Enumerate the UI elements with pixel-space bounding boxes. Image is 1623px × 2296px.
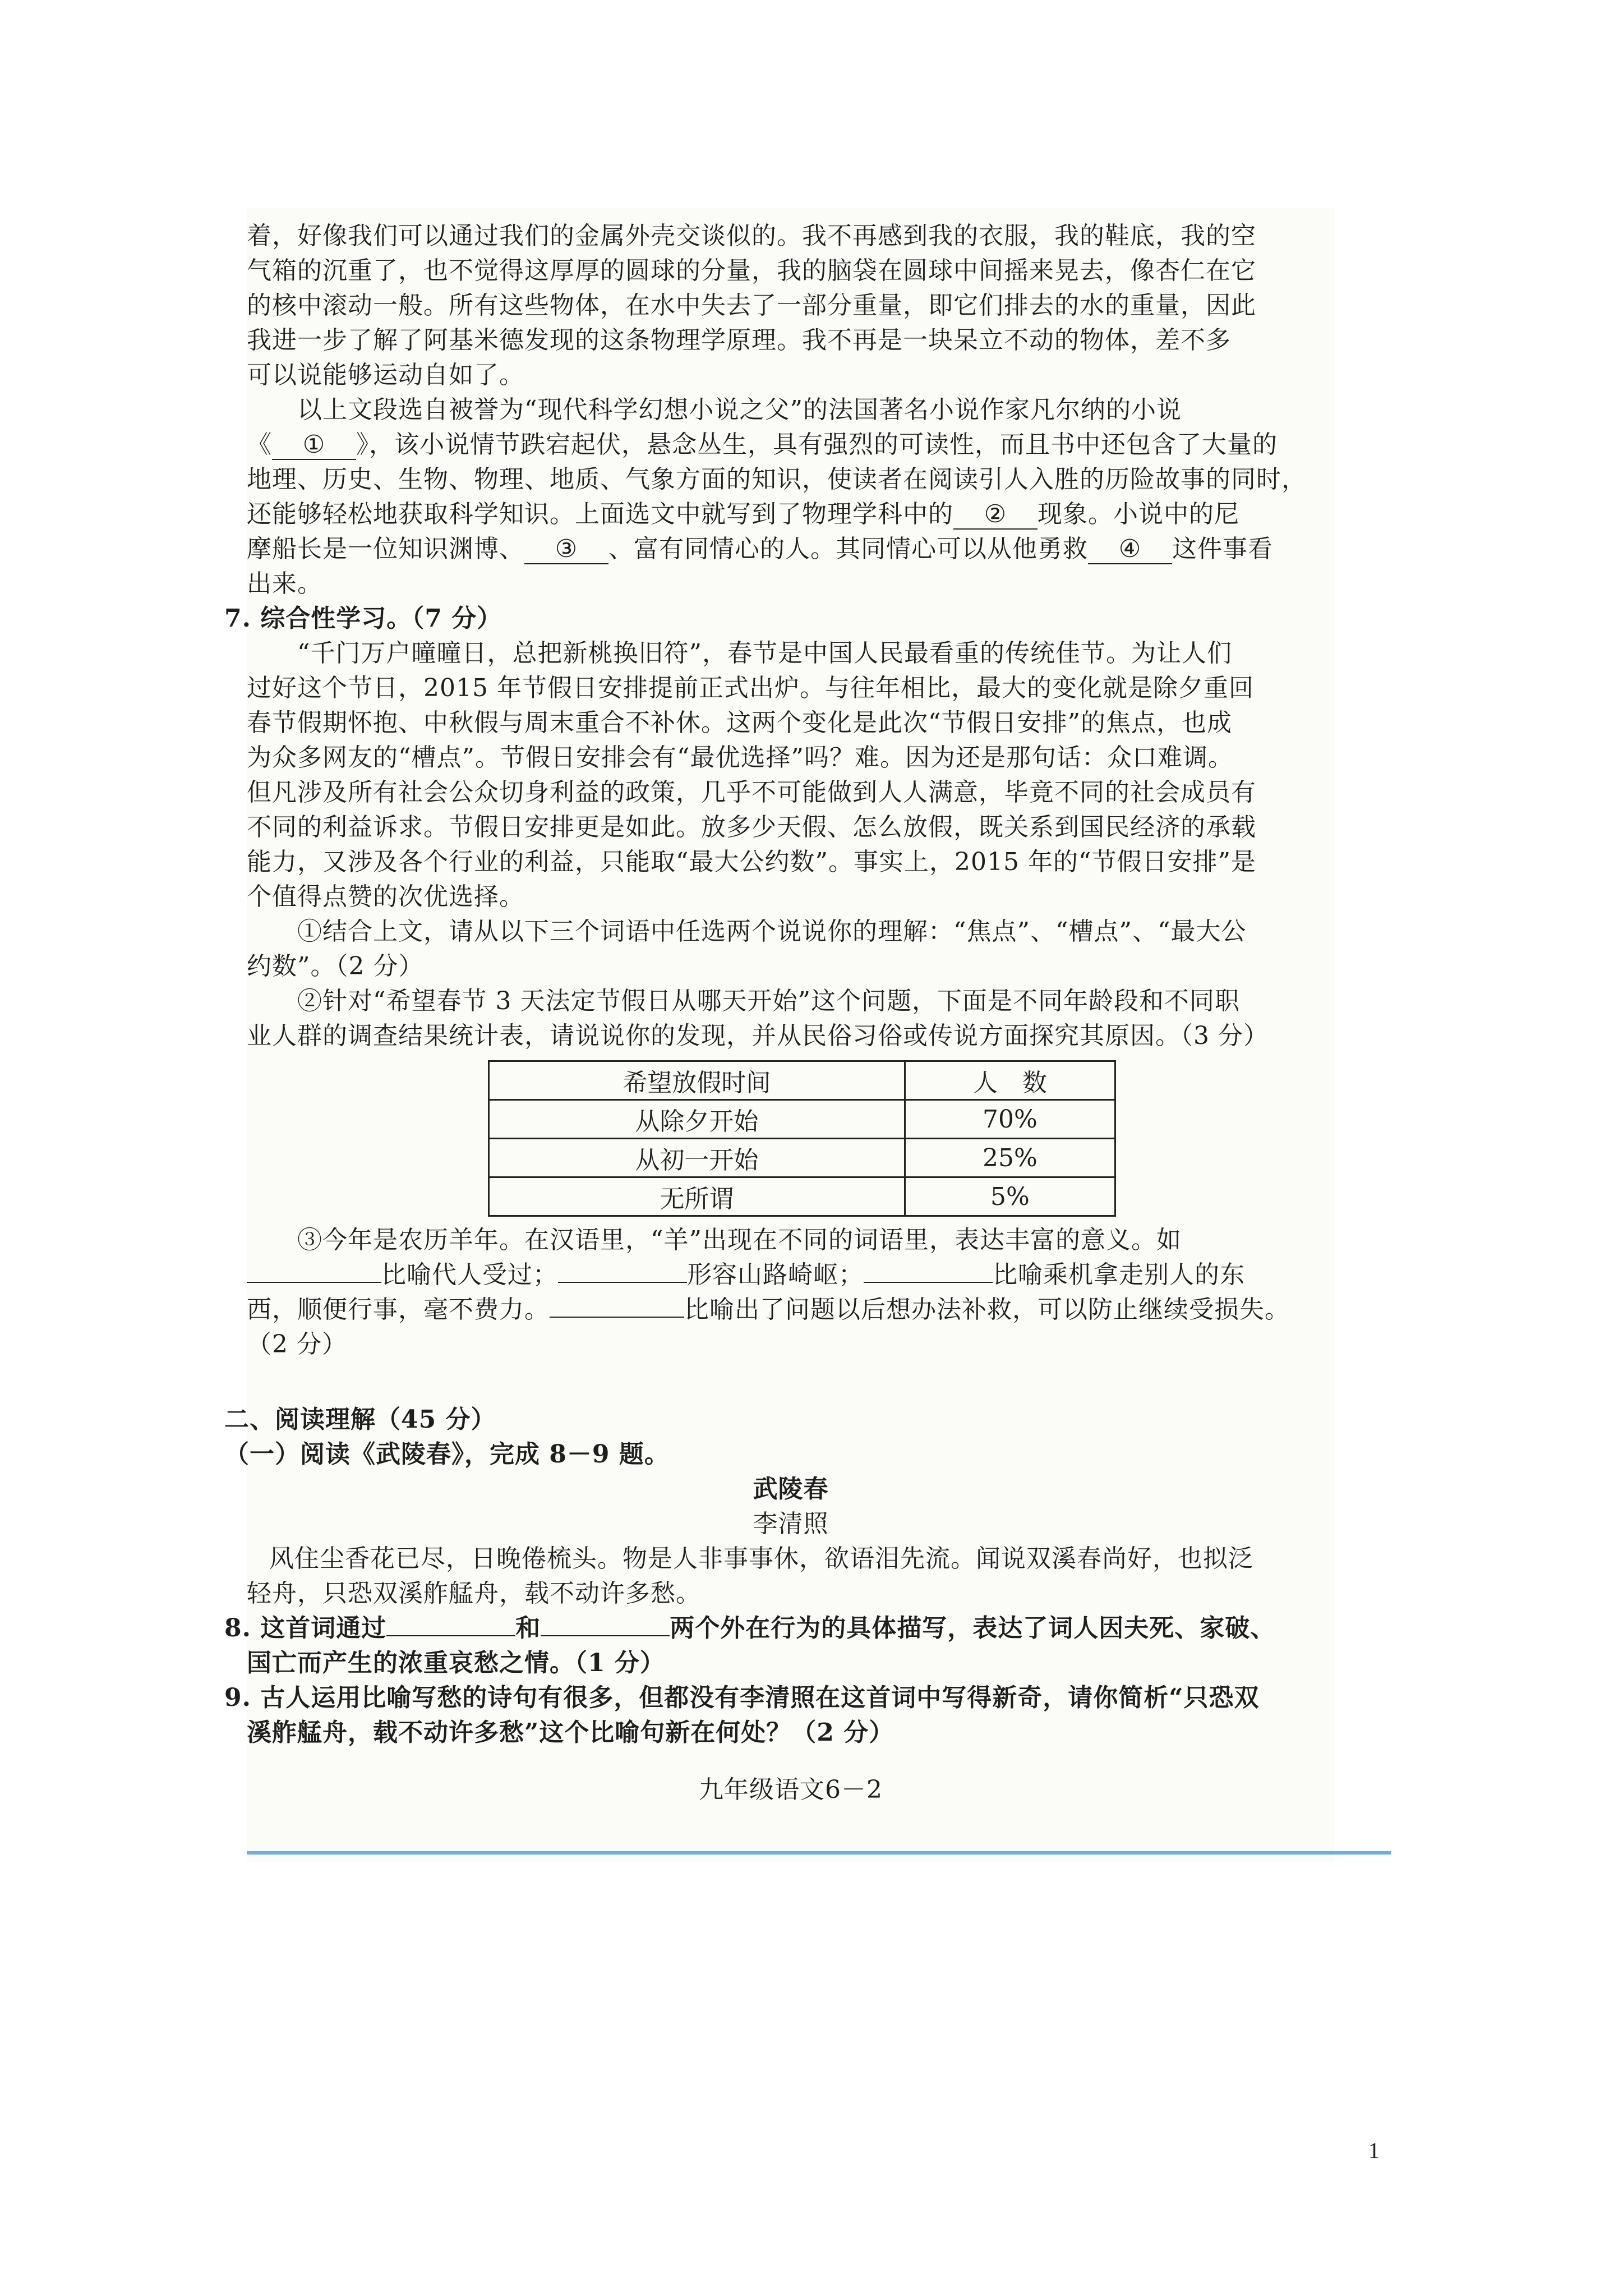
q7-sub3	[247, 1292, 1290, 1327]
q6-text: 《	[247, 430, 272, 459]
passage-line: 的核中滚动一般。所有这些物体，在水中失去了一部分重量，即它们排去的水的重量，因此	[247, 291, 1256, 320]
q6-text: 、富有同情心的人。其同情心可以从他勇救	[608, 535, 1088, 563]
q7-sub3: （2 分）	[247, 1330, 347, 1359]
answer-blank	[247, 1282, 381, 1283]
table-cell: 从初一开始	[489, 1139, 905, 1177]
passage-line: 气箱的沉重了，也不觉得这厚厚的圆球的分量，我的脑袋在圆球中间摇来晃去，像杏仁在它	[247, 256, 1256, 285]
poem-author: 李清照	[753, 1510, 829, 1538]
q7-sub1: ①结合上文，请从以下三个词语中任选两个说说你的理解：“焦点”、“槽点”、“最大公	[297, 917, 1247, 946]
passage-line: 可以说能够运动自如了。	[247, 361, 524, 389]
q7-para-line: 个值得点赞的次优选择。	[247, 882, 524, 911]
q7-para-line: 但凡涉及所有社会公众切身利益的政策，几乎不可能做到人人满意，毕竟不同的社会成员有	[247, 778, 1256, 807]
q7-para-line: 能力，又涉及各个行业的利益，只能取“最大公约数”。事实上，2015 年的“节假日安排”是	[247, 848, 1256, 876]
table-row	[489, 1100, 1115, 1139]
blank-4: ④	[1088, 535, 1172, 564]
q7-para-line: 不同的利益诉求。节假日安排更是如此。放多少天假、怎么放假，既关系到国民经济的承载	[247, 813, 1256, 841]
q7-para-line: 为众多网友的“槽点”。节假日安排会有“最优选择”吗？难。因为还是那句话：众口难调。	[247, 743, 1233, 772]
q7-sub3-text: 比喻代人受过；	[381, 1260, 558, 1289]
q7-sub3	[247, 1258, 1245, 1292]
q6-text: 》，该小说情节跌宕起伏，悬念丛生，具有强烈的可读性，而且书中还包含了大量的	[356, 430, 1278, 459]
table-cell: 无所谓	[489, 1177, 905, 1216]
q7-para-line: “千门万户曈曈日，总把新桃换旧符”，春节是中国人民最看重的传统佳节。为让人们	[297, 639, 1232, 668]
q6-text: 摩船长是一位知识渊博、	[247, 535, 524, 563]
q8-text: 和	[515, 1614, 541, 1642]
q8: 国亡而产生的浓重哀愁之情。（1 分）	[247, 1649, 665, 1677]
q6-line	[247, 532, 1273, 567]
q7-sub3-text: 西，顺便行事，毫不费力。	[247, 1295, 550, 1324]
table-header-row	[489, 1061, 1115, 1100]
answer-blank	[541, 1635, 670, 1636]
page-number: 1	[1368, 2138, 1380, 2163]
q7-sub2: 业人群的调查结果统计表，请说说你的发现，并从民俗习俗或传说方面探究其原因。（3 分）	[247, 1022, 1269, 1050]
q7-sub3-text: 形容山路崎岖；	[687, 1260, 864, 1289]
q6-line	[247, 427, 1278, 462]
poem-line: 风住尘香花已尽，日晚倦梳头。物是人非事事休，欲语泪先流。闻说双溪春尚好，也拟泛	[269, 1544, 1253, 1573]
answer-blank	[550, 1317, 684, 1318]
q8	[224, 1611, 1275, 1646]
answer-blank	[864, 1282, 993, 1283]
poem-line: 轻舟，只恐双溪舴艋舟，载不动许多愁。	[247, 1579, 701, 1608]
table-cell: 70%	[905, 1100, 1115, 1139]
q7-heading: 7. 综合性学习。（7 分）	[224, 604, 502, 633]
table-header: 人 数	[905, 1061, 1115, 1100]
q6-line: 出来。	[247, 569, 322, 598]
blank-3: ③	[524, 535, 608, 564]
q6-line: 地理、历史、生物、物理、地质、气象方面的知识，使读者在阅读引人入胜的历险故事的同时，	[247, 465, 1307, 494]
table-row	[489, 1177, 1115, 1216]
scanned-exam-page	[224, 208, 1335, 1862]
answer-blank	[386, 1635, 515, 1636]
passage-line: 着，好像我们可以通过我们的金属外壳交谈似的。我不再感到我的衣服，我的鞋底，我的空	[247, 222, 1256, 250]
q6-text: 这件事看	[1172, 535, 1273, 563]
q6-text: 还能够轻松地获取科学知识。上面选文中就写到了物理学科中的	[247, 500, 953, 528]
q6-line	[247, 497, 1239, 532]
q7-sub3-text: 比喻出了问题以后想办法补救，可以防止继续受损失。	[684, 1295, 1290, 1324]
section-subheading: （一）阅读《武陵春》，完成 8－9 题。	[224, 1440, 670, 1469]
footer-divider	[247, 1851, 1391, 1855]
page-footer-label: 九年级语文6－2	[699, 1775, 883, 1804]
poem-title: 武陵春	[753, 1475, 829, 1503]
table-cell: 25%	[905, 1139, 1115, 1177]
q7-sub1: 约数”。（2 分）	[247, 952, 424, 981]
blank-1: ①	[272, 431, 356, 460]
section-heading: 二、阅读理解（45 分）	[224, 1405, 496, 1434]
passage-line: 我进一步了解了阿基米德发现的这条物理学原理。我不再是一块呆立不动的物体，差不多	[247, 326, 1231, 355]
q7-sub3: ③今年是农历羊年。在汉语里，“羊”出现在不同的词语里，表达丰富的意义。如	[297, 1226, 1182, 1254]
q9: 9. 古人运用比喻写愁的诗句有很多，但都没有李清照在这首词中写得新奇，请你简析“只恐双	[224, 1683, 1260, 1712]
blank-2: ②	[953, 500, 1038, 530]
q8-text: 两个外在行为的具体描写，表达了词人因夫死、家破、	[670, 1614, 1276, 1642]
q7-sub3-text: 比喻乘机拿走别人的东	[993, 1260, 1245, 1289]
table-header: 希望放假时间	[489, 1061, 905, 1100]
q6-text: 现象。小说中的尼	[1038, 500, 1239, 528]
q7-sub2: ②针对“希望春节 3 天法定节假日从哪天开始”这个问题，下面是不同年龄段和不同职	[297, 987, 1240, 1015]
q9: 溪舴艋舟，载不动许多愁”这个比喻句新在何处？（2 分）	[247, 1718, 895, 1747]
q7-para-line: 过好这个节日，2015 年节假日安排提前正式出炉。与往年相比，最大的变化就是除夕重回	[247, 674, 1254, 702]
table-cell: 从除夕开始	[489, 1100, 905, 1139]
table-row	[489, 1139, 1115, 1177]
answer-blank	[558, 1282, 687, 1283]
q7-para-line: 春节假期怀抱、中秋假与周末重合不补休。这两个变化是此次“节假日安排”的焦点，也成	[247, 708, 1232, 737]
table-cell: 5%	[905, 1177, 1115, 1216]
survey-table	[488, 1060, 1116, 1217]
q8-text: 8. 这首词通过	[224, 1614, 387, 1642]
q6-line: 以上文段选自被誉为“现代科学幻想小说之父”的法国著名小说作家凡尔纳的小说	[297, 395, 1182, 424]
